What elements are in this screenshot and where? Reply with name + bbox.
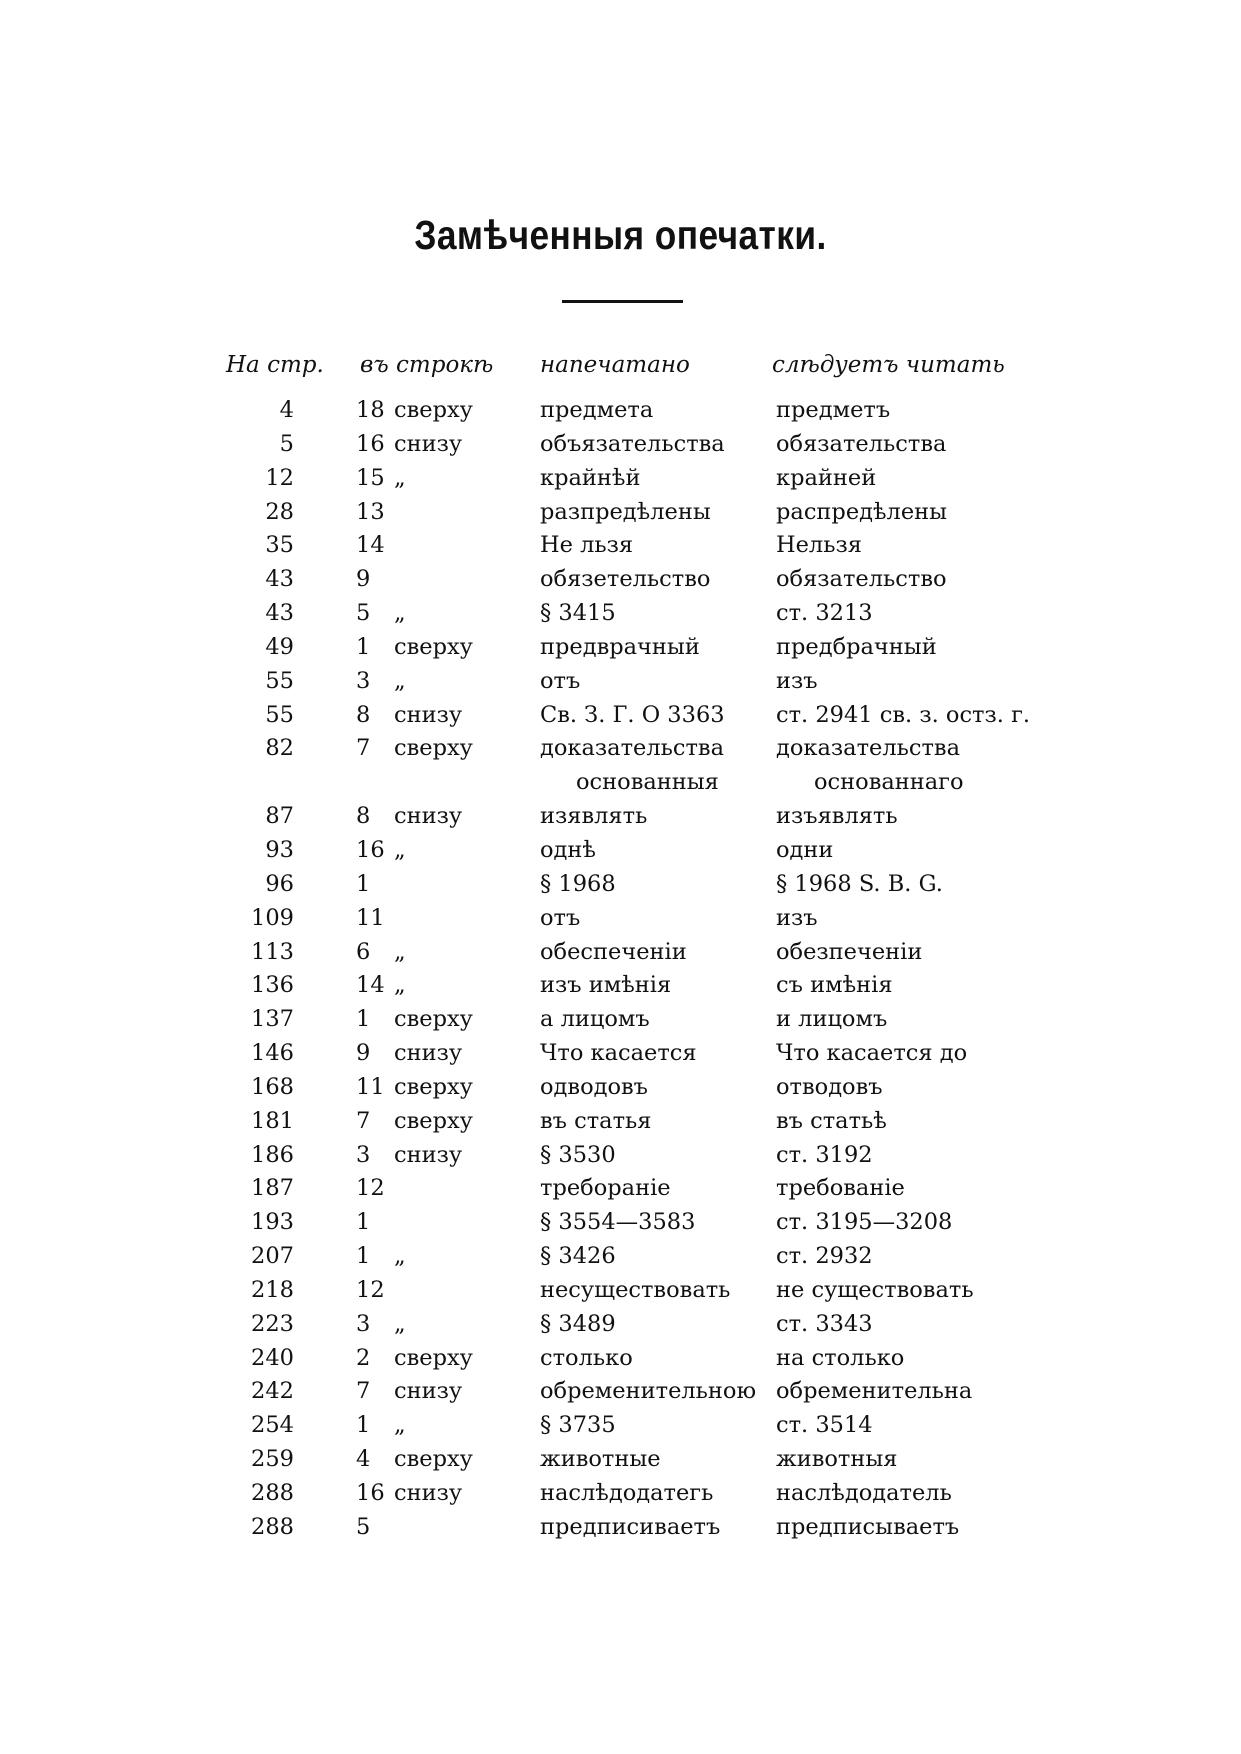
correct-text: ст. 2941 св. з. остз. г. [776, 701, 1031, 728]
line-direction: „ [394, 1243, 406, 1270]
line-direction: „ [394, 938, 406, 965]
page-number: 43 [265, 600, 294, 627]
table-row [0, 902, 1241, 936]
line-number: 1 [356, 870, 371, 897]
page-number: 43 [265, 566, 294, 593]
table-row [0, 428, 1241, 462]
line-number: 18 [356, 397, 385, 423]
line-number: 5 [356, 1513, 371, 1540]
table-row [0, 1172, 1241, 1206]
line-number: 16 [356, 430, 385, 457]
page-number: 218 [251, 1276, 294, 1303]
printed-text: Св. З. Г. О 3363 [540, 701, 725, 728]
page-number: 109 [251, 904, 294, 931]
table-row [0, 1511, 1241, 1545]
line-direction: „ [394, 836, 406, 863]
errata-table [0, 394, 1241, 1545]
table-row-continuation [0, 766, 1241, 800]
line-number: 3 [356, 1310, 371, 1337]
page-number: 55 [265, 667, 294, 694]
line-number: 11 [356, 1073, 385, 1100]
page-number: 242 [251, 1378, 294, 1405]
table-row [0, 1342, 1241, 1376]
table-row [0, 732, 1241, 766]
page-number: 5 [279, 430, 294, 457]
correct-text: предбрачный [776, 633, 937, 660]
line-direction: снизу [394, 1040, 463, 1067]
page-number: 223 [251, 1310, 294, 1337]
header-read: слѣдуетъ читать [772, 352, 1005, 378]
line-direction: снизу [394, 430, 463, 457]
page-number: 146 [251, 1040, 294, 1067]
printed-text: изъ имѣнiя [540, 972, 672, 999]
line-direction: сверху [394, 633, 473, 660]
printed-text: отъ [540, 667, 581, 694]
line-direction: снизу [394, 1141, 463, 1168]
line-direction: „ [394, 972, 406, 999]
correct-text: обременительна [776, 1378, 973, 1405]
line-number: 15 [356, 464, 385, 491]
printed-text: основанныя [576, 769, 719, 796]
line-direction: сверху [394, 1107, 473, 1134]
line-number: 1 [356, 1412, 371, 1439]
table-row [0, 1274, 1241, 1308]
printed-text: § 3735 [540, 1412, 616, 1439]
line-number: 2 [356, 1344, 371, 1371]
line-number: 1 [356, 1209, 371, 1236]
line-direction: сверху [394, 735, 473, 762]
page-number: 288 [251, 1480, 294, 1506]
line-number: 1 [356, 633, 371, 660]
correct-text: Нельзя [776, 532, 862, 559]
line-number: 7 [356, 1378, 371, 1405]
correct-text: въ статьѣ [776, 1107, 887, 1134]
line-number: 1 [356, 1243, 371, 1270]
table-row [0, 1037, 1241, 1071]
page-number: 259 [251, 1446, 294, 1473]
line-direction: „ [394, 1412, 406, 1439]
correct-text: ст. 3213 [776, 600, 873, 627]
correct-text: не существовать [776, 1276, 974, 1303]
correct-text: и лицомъ [776, 1006, 888, 1033]
page-number: 82 [265, 735, 294, 762]
table-row [0, 496, 1241, 530]
line-direction: сверху [394, 1344, 473, 1371]
correct-text: ст. 2932 [776, 1243, 873, 1270]
correct-text: одни [776, 836, 834, 863]
line-direction: „ [394, 600, 406, 627]
line-number: 12 [356, 1175, 385, 1202]
printed-text: разпредѣлены [540, 498, 711, 525]
page-number: 240 [251, 1344, 294, 1371]
printed-text: крайнѣй [540, 464, 641, 491]
table-row [0, 834, 1241, 868]
correct-text: животныя [776, 1446, 898, 1473]
page-number: 93 [265, 836, 294, 863]
printed-text: столько [540, 1344, 633, 1371]
line-number: 7 [356, 735, 371, 762]
printed-text: въ статья [540, 1107, 652, 1134]
line-number: 9 [356, 1040, 371, 1067]
header-page: На стр. [226, 352, 324, 378]
line-number: 5 [356, 600, 371, 627]
table-row [0, 1003, 1241, 1037]
correct-text: съ имѣнiя [776, 972, 893, 999]
table-row [0, 1477, 1241, 1511]
printed-text: животные [540, 1446, 661, 1473]
line-direction: „ [394, 464, 406, 491]
page-number: 186 [251, 1141, 294, 1168]
table-row [0, 1409, 1241, 1443]
table-header [0, 352, 1241, 386]
printed-text: однѣ [540, 836, 596, 863]
printed-text: отъ [540, 904, 581, 931]
printed-text: предписиваетъ [540, 1513, 721, 1540]
printed-text: обременительною [540, 1378, 757, 1405]
table-row [0, 868, 1241, 902]
line-number: 8 [356, 701, 371, 728]
printed-text: изявлять [540, 803, 648, 830]
table-row [0, 936, 1241, 970]
printed-text: предврачный [540, 633, 700, 660]
table-row [0, 1308, 1241, 1342]
printed-text: § 3530 [540, 1141, 616, 1168]
line-number: 3 [356, 1141, 371, 1168]
printed-text: § 3426 [540, 1243, 616, 1270]
page-number: 181 [251, 1107, 294, 1134]
page-number: 4 [279, 397, 294, 423]
table-row [0, 597, 1241, 631]
line-number: 14 [356, 532, 385, 559]
page-number: 35 [265, 532, 294, 559]
page-number: 49 [265, 633, 294, 660]
page-number: 187 [251, 1175, 294, 1202]
correct-text: изъ [776, 667, 818, 694]
correct-text: ст. 3192 [776, 1141, 873, 1168]
table-row [0, 394, 1241, 428]
line-direction: снизу [394, 1480, 463, 1506]
table-row [0, 1071, 1241, 1105]
table-row [0, 631, 1241, 665]
table-row [0, 563, 1241, 597]
page-number: 87 [265, 803, 294, 830]
printed-text: объязательства [540, 430, 725, 457]
line-direction: сверху [394, 1006, 473, 1033]
page-number: 12 [265, 464, 294, 491]
table-row [0, 800, 1241, 834]
line-direction: снизу [394, 803, 463, 830]
correct-text: изъявлять [776, 803, 898, 830]
correct-text: Что касается до [776, 1040, 968, 1067]
correct-text: ст. 3343 [776, 1310, 873, 1337]
line-number: 8 [356, 803, 371, 830]
printed-text: обязетельство [540, 566, 711, 593]
correct-text: обязательства [776, 430, 947, 457]
correct-text: отводовъ [776, 1073, 883, 1100]
printed-text: наслѣдодатегь [540, 1480, 714, 1506]
correct-text: доказательства [776, 735, 960, 762]
correct-text: крайней [776, 464, 877, 491]
page-number: 55 [265, 701, 294, 728]
line-number: 7 [356, 1107, 371, 1134]
correct-text: распредѣлены [776, 498, 948, 525]
correct-text: требованiе [776, 1175, 905, 1202]
printed-text: Не льзя [540, 532, 634, 559]
printed-text: § 1968 [540, 870, 616, 897]
table-row [0, 462, 1241, 496]
header-line: въ строкѣ [360, 352, 494, 378]
table-row [0, 1443, 1241, 1477]
printed-text: несуществовать [540, 1276, 731, 1303]
page-number: 136 [251, 972, 294, 999]
correct-text: предметъ [776, 397, 891, 423]
correct-text: обязательство [776, 566, 947, 593]
page-number: 28 [265, 498, 294, 525]
correct-text: обезпеченiи [776, 938, 923, 965]
correct-text: § 1968 S. B. G. [776, 870, 943, 897]
printed-text: треборанiе [540, 1175, 671, 1202]
line-direction: сверху [394, 1073, 473, 1100]
printed-text: одводовъ [540, 1073, 648, 1100]
correct-text: наслѣдодатель [776, 1480, 952, 1506]
correct-text: ст. 3514 [776, 1412, 873, 1439]
table-row [0, 1206, 1241, 1240]
line-number: 16 [356, 836, 385, 863]
line-direction: „ [394, 1310, 406, 1337]
line-direction: „ [394, 667, 406, 694]
printed-text: обеспеченiи [540, 938, 687, 965]
table-row [0, 1240, 1241, 1274]
printed-text: доказательства [540, 735, 724, 762]
page-number: 254 [251, 1412, 294, 1439]
correct-text: основаннаго [814, 769, 964, 796]
line-number: 13 [356, 498, 385, 525]
page-number: 288 [251, 1513, 294, 1540]
table-row [0, 969, 1241, 1003]
line-number: 14 [356, 972, 385, 999]
line-direction: сверху [394, 1446, 473, 1473]
page-number: 168 [251, 1073, 294, 1100]
page-title: Замѣченныя опечатки. [414, 212, 827, 258]
page-number: 96 [265, 870, 294, 897]
correct-text: предписываетъ [776, 1513, 960, 1540]
printed-text: § 3415 [540, 600, 616, 627]
line-direction: снизу [394, 1378, 463, 1405]
printed-text: § 3489 [540, 1310, 616, 1337]
page-number: 137 [251, 1006, 294, 1033]
table-row [0, 1105, 1241, 1139]
page-number: 193 [251, 1209, 294, 1236]
correct-text: на столько [776, 1344, 905, 1371]
line-direction: снизу [394, 701, 463, 728]
printed-text: § 3554—3583 [540, 1209, 696, 1236]
printed-text: предмета [540, 397, 654, 423]
table-row [0, 529, 1241, 563]
line-number: 12 [356, 1276, 385, 1303]
line-number: 1 [356, 1006, 371, 1033]
line-number: 6 [356, 938, 371, 965]
line-number: 9 [356, 566, 371, 593]
line-number: 11 [356, 904, 385, 931]
printed-text: Что касается [540, 1040, 697, 1067]
title-rule [562, 300, 683, 303]
line-number: 3 [356, 667, 371, 694]
table-row [0, 1139, 1241, 1173]
table-row [0, 1375, 1241, 1409]
correct-text: ст. 3195—3208 [776, 1209, 953, 1236]
page-number: 207 [251, 1243, 294, 1270]
line-direction: сверху [394, 397, 473, 423]
line-number: 4 [356, 1446, 371, 1473]
table-row [0, 699, 1241, 733]
correct-text: изъ [776, 904, 818, 931]
header-printed: напечатано [540, 352, 690, 378]
table-row [0, 665, 1241, 699]
printed-text: а лицомъ [540, 1006, 650, 1033]
page-number: 113 [251, 938, 294, 965]
line-number: 16 [356, 1480, 385, 1506]
